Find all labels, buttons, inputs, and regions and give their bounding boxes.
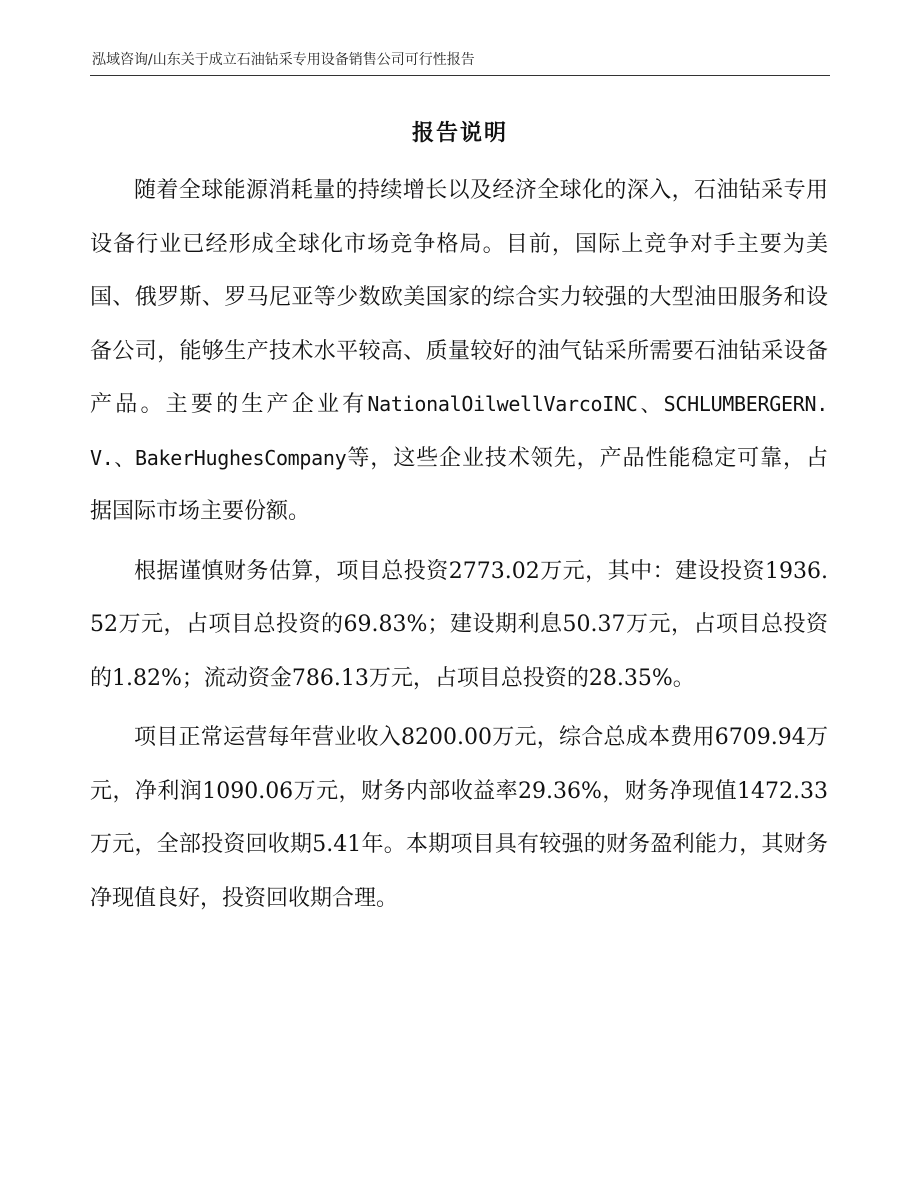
- paragraph-investment: 根据谨慎财务估算，项目总投资2773.02万元，其中：建设投资1936.52万元，占项目总投资的69.83%；建设期利息50.37万元，占项目总投资的1.82%；流动资金786.13万元，占项目总投资的28.35%。: [90, 558, 828, 691]
- company-list: NationalOilwellVarcoINC、SCHLUMBERGERN.V.、BakerHughesCompany: [90, 392, 828, 470]
- paragraph-financials: 项目正常运营每年营业收入8200.00万元，综合总成本费用6709.94万元，净利润1090.06万元，财务内部收益率29.36%，财务净现值1472.33万元，全部投资回收期5.41年。本期项目具有较强的财务盈利能力，其财务净现值良好，投资回收期合理。: [90, 725, 828, 911]
- paragraph-market-text-end: 等，这些企业技术领先，产品性能稳定可靠，占据国际市场主要份额。: [90, 445, 828, 524]
- paragraph-market-overview: [90, 164, 828, 539]
- page-title: 报告说明: [411, 121, 508, 146]
- running-header: 泓域咨询/山东关于成立石油钻采专用设备销售公司可行性报告: [92, 52, 475, 68]
- report-body: [90, 164, 828, 925]
- paragraph-market-text: 随着全球能源消耗量的持续增长以及经济全球化的深入，石油钻采专用设备行业已经形成全球化市场竞争格局。目前，国际上竞争对手主要为美国、俄罗斯、罗马尼亚等少数欧美国家的综合实力较强的大型油田服务和设备公司，能够生产技术水平较高、质量较好的油气钻采所需要石油钻采设备产品。主要的生产企业有: [90, 178, 828, 417]
- header-divider: [90, 75, 830, 76]
